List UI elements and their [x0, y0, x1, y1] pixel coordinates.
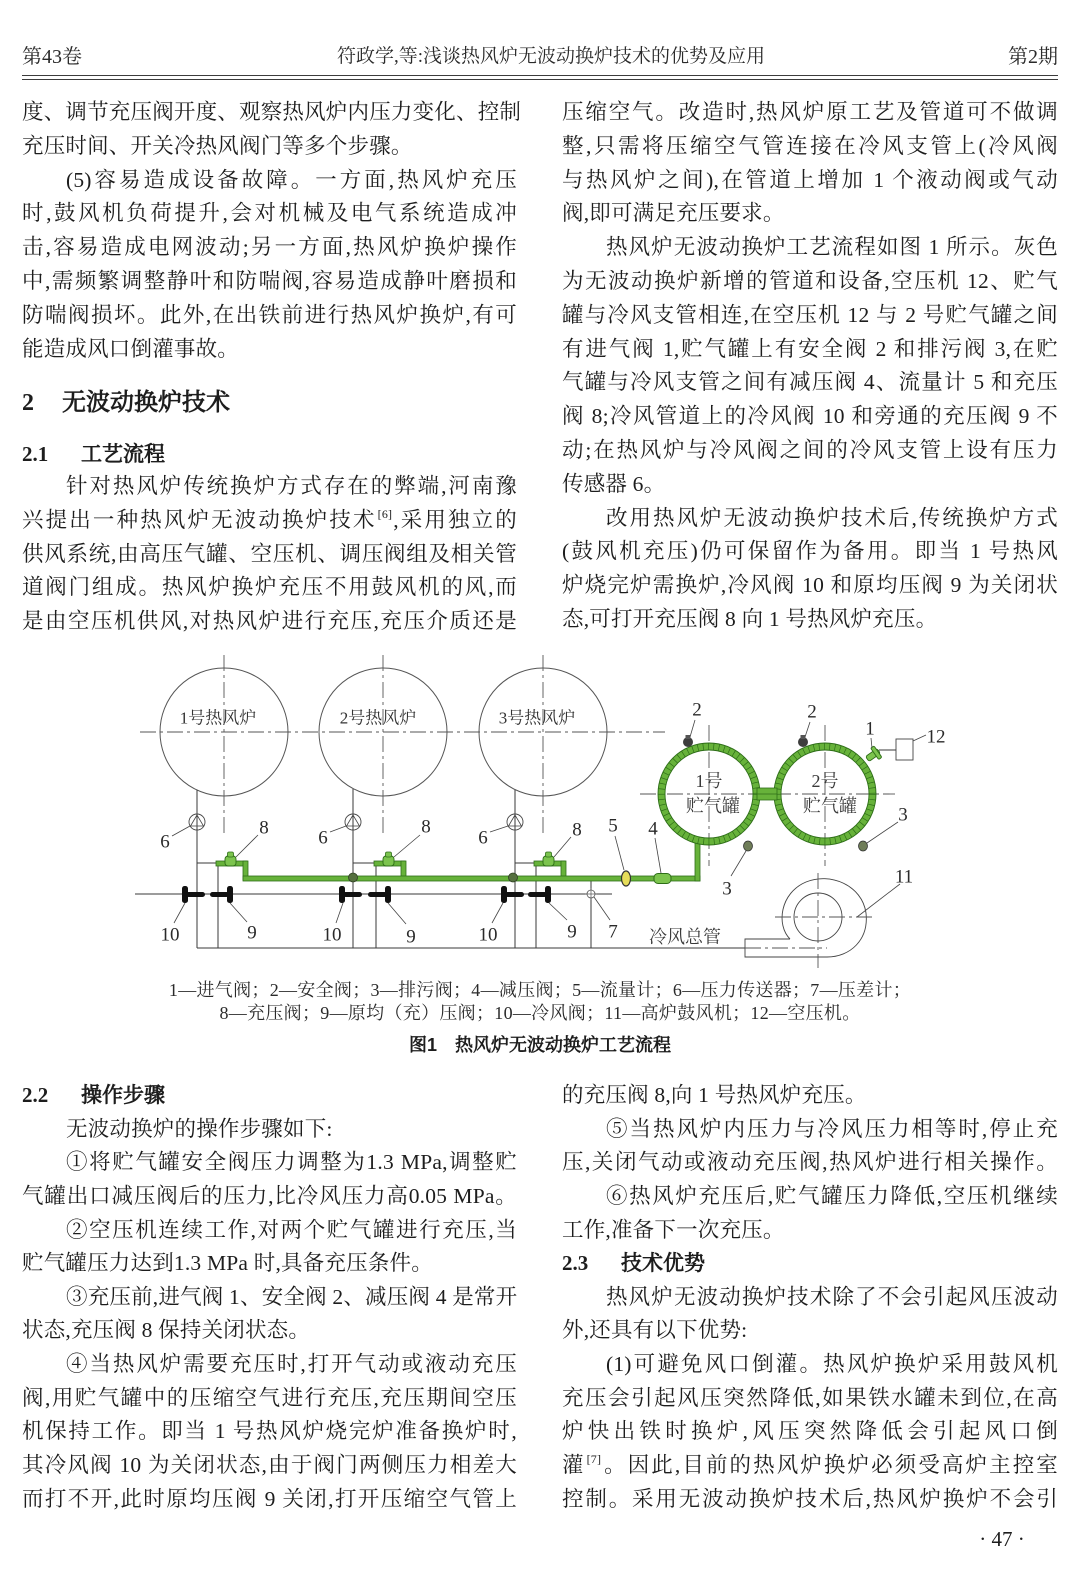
step-4-line: 机保持工作。即当 1 号热风炉烧完炉准备换炉时, — [22, 1419, 517, 1444]
text-line: 击,容易造成电网波动;另一方面,热风炉换炉操作 — [22, 235, 517, 260]
step-4-line: 其冷风阀 10 为关闭状态,由于阀门两侧压力相差大 — [22, 1453, 517, 1478]
figure-caption — [0, 1033, 1080, 1057]
safety-valve-icon — [683, 735, 693, 747]
callout-7: 7 — [608, 921, 618, 943]
callout-5: 5 — [608, 815, 618, 837]
text-line: 中,需频繁调整静叶和防喘阀,容易造成静叶磨损和 — [22, 268, 517, 293]
text-line: 压缩空气。改造时,热风炉原工艺及管道可不做调 — [562, 100, 1058, 124]
callout-9: 9 — [567, 921, 577, 943]
cold-air-branch-pipes — [135, 789, 745, 948]
callout-8: 8 — [259, 817, 269, 839]
text-line: (鼓风机充压)仍可保留作为备用。即当 1 号热风 — [562, 539, 1058, 564]
text-line: 热风炉无波动换炉工艺流程如图 1 所示。灰色 — [606, 235, 1058, 260]
figure-label: 图1 — [408, 1035, 437, 1055]
text-line — [22, 504, 517, 538]
callout-9: 9 — [406, 926, 416, 948]
callout-1: 1 — [865, 718, 875, 740]
right-column-bottom — [562, 1079, 1058, 1516]
heading — [22, 386, 517, 420]
charging-valve-icon — [225, 852, 236, 866]
text-line: 气罐与冷风支管之间有减压阀 4、流量计 5 和充压 — [562, 370, 1058, 395]
callout-9: 9 — [247, 922, 257, 944]
text-line: 时,鼓风机负荷提升,会对机械及电气系统造成冲 — [22, 201, 517, 226]
charging-valve-icon — [383, 852, 394, 866]
running-title: 符政学,等:浅谈热风炉无波动换炉技术的优势及应用 — [336, 46, 766, 67]
step-3-line: 状态,充压阀 8 保持关闭状态。 — [22, 1318, 311, 1343]
callout-8: 8 — [572, 819, 582, 841]
safety-valve-icon — [798, 735, 808, 747]
step-4-line: 的充压阀 8,向 1 号热风炉充压。 — [562, 1083, 867, 1107]
callout-12: 12 — [926, 726, 946, 748]
advantage-1-line: 炉快出铁时换炉,风压突然降低会引起风口倒 — [562, 1419, 1058, 1444]
section-title: 技术优势 — [621, 1252, 705, 1276]
step-5-line: ⑤当热风炉内压力与冷风压力相等时,停止充 — [606, 1116, 1058, 1141]
text-line: 能造成风口倒灌事故。 — [22, 336, 240, 361]
step-3-line: ③充压前,进气阀 1、安全阀 2、减压阀 4 是常开 — [66, 1284, 518, 1309]
text-line: 充压时间、开关冷热风阀门等多个步骤。 — [22, 133, 413, 158]
advantage-1-line — [562, 1449, 1058, 1483]
charging-valve-icon — [543, 852, 554, 866]
callout-8: 8 — [421, 816, 431, 838]
tank-2-number: 2号 — [811, 771, 839, 791]
callout-2: 2 — [692, 699, 702, 721]
text-line: 罐与冷风支管相连,在空压机 12 与 2 号贮气罐之间 — [562, 302, 1058, 327]
callout-11: 11 — [894, 866, 914, 888]
callout-6: 6 — [478, 827, 488, 849]
section-heading-2 — [22, 386, 517, 420]
text-line: 传感器 6。 — [562, 471, 666, 496]
flow-meter-icon — [622, 871, 631, 886]
tank-1-name: 贮气罐 — [686, 796, 740, 816]
text-line: 与热风炉之间),在管道上增加 1 个液动阀或气动 — [562, 167, 1058, 192]
text-fragment: 灌 — [562, 1453, 586, 1478]
drain-valve-icon — [859, 841, 868, 851]
callout-4: 4 — [648, 818, 658, 840]
text-fragment: ,采用独立的 — [393, 507, 517, 532]
cold-air-valve-icon — [501, 886, 524, 903]
advantage-1-line: 充压会引起风压突然降低,如果铁水罐未到位,在高 — [562, 1385, 1058, 1410]
section-number: 2.3 — [562, 1251, 589, 1276]
text-line: 是由空压机供风,对热风炉进行充压,充压介质还是 — [22, 609, 517, 634]
callout-6: 6 — [160, 831, 170, 853]
text-line: 针对热风炉传统换炉方式存在的弊端,河南豫 — [66, 474, 517, 498]
paragraph-process-intro — [22, 470, 517, 639]
text-line: 整,只需将压缩空气管连接在冷风支管上(冷风阀 — [562, 133, 1058, 158]
section-number: 2.1 — [22, 442, 49, 466]
tank-connector-pipe — [757, 788, 777, 800]
equalizing-valve-icon — [210, 886, 233, 903]
tank-2-name: 贮气罐 — [803, 796, 857, 816]
section-2-2 — [22, 1079, 517, 1516]
right-column-top — [562, 96, 1058, 637]
text-line: (5)容易造成设备故障。一方面,热风炉充压 — [66, 167, 517, 192]
text-line: 热风炉无波动换炉技术除了不会引起风压波动 — [606, 1284, 1058, 1309]
text-line: 态,可打开充压阀 8 向 1 号热风炉充压。 — [562, 606, 938, 631]
step-4-line: 而打不开,此时原均压阀 9 关闭,打开压缩空气管上 — [22, 1486, 517, 1511]
heading — [562, 1247, 1058, 1281]
text-line: 防喘阀损坏。此外,在出铁前进行热风炉换炉,有可 — [22, 302, 517, 327]
step-4-line: 阀,用贮气罐中的压缩空气进行充压,充压期间空压 — [22, 1385, 517, 1410]
advantage-1-line: 控制。采用无波动换炉技术后,热风炉换炉不会引 — [562, 1486, 1058, 1511]
hot-stove-1-label: 1号热风炉 — [179, 708, 257, 728]
callout-10: 10 — [322, 924, 342, 946]
callout-2: 2 — [807, 701, 817, 723]
cold-air-valve-icon — [339, 886, 362, 903]
section-number: 2 — [22, 390, 34, 416]
section-heading-2-1 — [22, 437, 517, 471]
hot-stove-2-label: 2号热风炉 — [339, 708, 417, 728]
equalizing-valve-icon — [368, 886, 391, 903]
text-line: 外,还具有以下优势: — [562, 1318, 748, 1343]
step-1-line: 气罐出口减压阀后的压力,比冷风压力高0.05 MPa。 — [22, 1183, 517, 1208]
text-line: 度、调节充压阀开度、观察热风炉内压力变化、控制 — [22, 100, 522, 124]
citation-ref: [7] — [586, 1452, 602, 1467]
advantage-1-line: (1)可避免风口倒灌。热风炉换炉采用鼓风机 — [606, 1352, 1058, 1377]
callout-3: 3 — [898, 804, 908, 826]
section-title: 工艺流程 — [81, 443, 165, 466]
text-line: 为无波动换炉新增的管道和设备,空压机 12、贮气 — [562, 268, 1058, 293]
header-rule-thin — [22, 79, 1058, 80]
drain-valve-icon — [744, 841, 753, 851]
step-6-line: 工作,准备下一次充压。 — [562, 1217, 785, 1242]
figure-legend-line-2: 8—充压阀；9—原均（充）压阀；10—冷风阀；11—高炉鼓风机；12—空压机。 — [219, 1003, 861, 1023]
heading — [22, 1079, 517, 1113]
step-5-line: 压,关闭气动或液动充压阀,热风炉进行相关操作。 — [562, 1150, 1058, 1175]
header-rule-thick — [22, 75, 1058, 76]
text-line: 无波动换炉的操作步骤如下: — [66, 1116, 333, 1141]
step-2-line: ②空压机连续工作,对两个贮气罐进行充压,当 — [66, 1217, 517, 1242]
text-fragment: 兴提出一种热风炉无波动换炉技术 — [22, 507, 377, 532]
issue-number: 第2期 — [1008, 46, 1058, 68]
step-1-line: ①将贮气罐安全阀压力调整为1.3 MPa,调整贮 — [66, 1150, 517, 1175]
reducing-valve-icon — [654, 874, 671, 884]
hot-stove-3-label: 3号热风炉 — [498, 708, 576, 728]
callout-3: 3 — [722, 878, 732, 900]
step-6-line: ⑥热风炉充压后,贮气罐压力降低,空压机继续 — [606, 1183, 1058, 1208]
tank-1-number: 1号 — [695, 771, 723, 791]
figure-title: 热风炉无波动换炉工艺流程 — [455, 1035, 671, 1055]
section-title: 无波动换炉技术 — [62, 389, 230, 416]
text-line: 有进气阀 1,贮气罐上有安全阀 2 和排污阀 3,在贮 — [562, 336, 1058, 361]
section-title: 操作步骤 — [81, 1084, 165, 1107]
section-number: 2.2 — [22, 1083, 49, 1107]
text-fragment: 。因此,目前的热风炉换炉必须受高炉主控室 — [602, 1453, 1058, 1478]
air-compressor-box — [896, 739, 913, 760]
process-flow-diagram — [0, 640, 1080, 985]
callout-10: 10 — [478, 924, 498, 946]
text-line: 道阀门组成。热风炉换炉充压不用鼓风机的风,而 — [22, 575, 517, 600]
blower-shape — [745, 873, 875, 968]
callout-6: 6 — [318, 827, 328, 849]
text-line: 改用热风炉无波动换炉技术后,传统换炉方式 — [606, 505, 1058, 530]
page-number: · 47 · — [979, 1527, 1025, 1551]
callout-10: 10 — [160, 924, 180, 946]
step-4-line: ④当热风炉需要充压时,打开气动或液动充压 — [66, 1352, 517, 1377]
pipe-junction-icon — [349, 873, 358, 882]
text-line: 阀,即可满足充压要求。 — [562, 201, 785, 226]
step-2-line: 贮气罐压力达到1.3 MPa 时,具备充压条件。 — [22, 1251, 433, 1276]
equalizing-valve-icon — [528, 886, 551, 903]
paragraph-continuation — [22, 96, 522, 366]
text-line: 供风系统,由高压气罐、空压机、调压阀组及相关管 — [22, 541, 517, 566]
pipe-junction-icon — [509, 873, 518, 882]
text-line: 炉烧完炉需换炉,冷风阀 10 和原均压阀 9 为关闭状 — [562, 573, 1058, 598]
volume-number: 第43卷 — [22, 46, 82, 68]
cold-air-valve-icon — [182, 886, 205, 903]
cold-air-main-label: 冷风总管 — [649, 927, 721, 947]
inlet-valve-icon — [863, 745, 882, 764]
figure-legend-line-1: 1—进气阀；2—安全阀；3—排污阀；4—减压阀；5—流量计；6—压力传送器；7—压差计； — [168, 980, 912, 1000]
text-line: 动;在热风炉与冷风阀之间的冷风支管上设有压力 — [562, 437, 1058, 462]
citation-ref: [6] — [377, 506, 393, 521]
text-line: 阀 8;冷风管道上的冷风阀 10 和旁通的充压阀 9 不 — [562, 404, 1058, 429]
heading — [22, 437, 517, 471]
